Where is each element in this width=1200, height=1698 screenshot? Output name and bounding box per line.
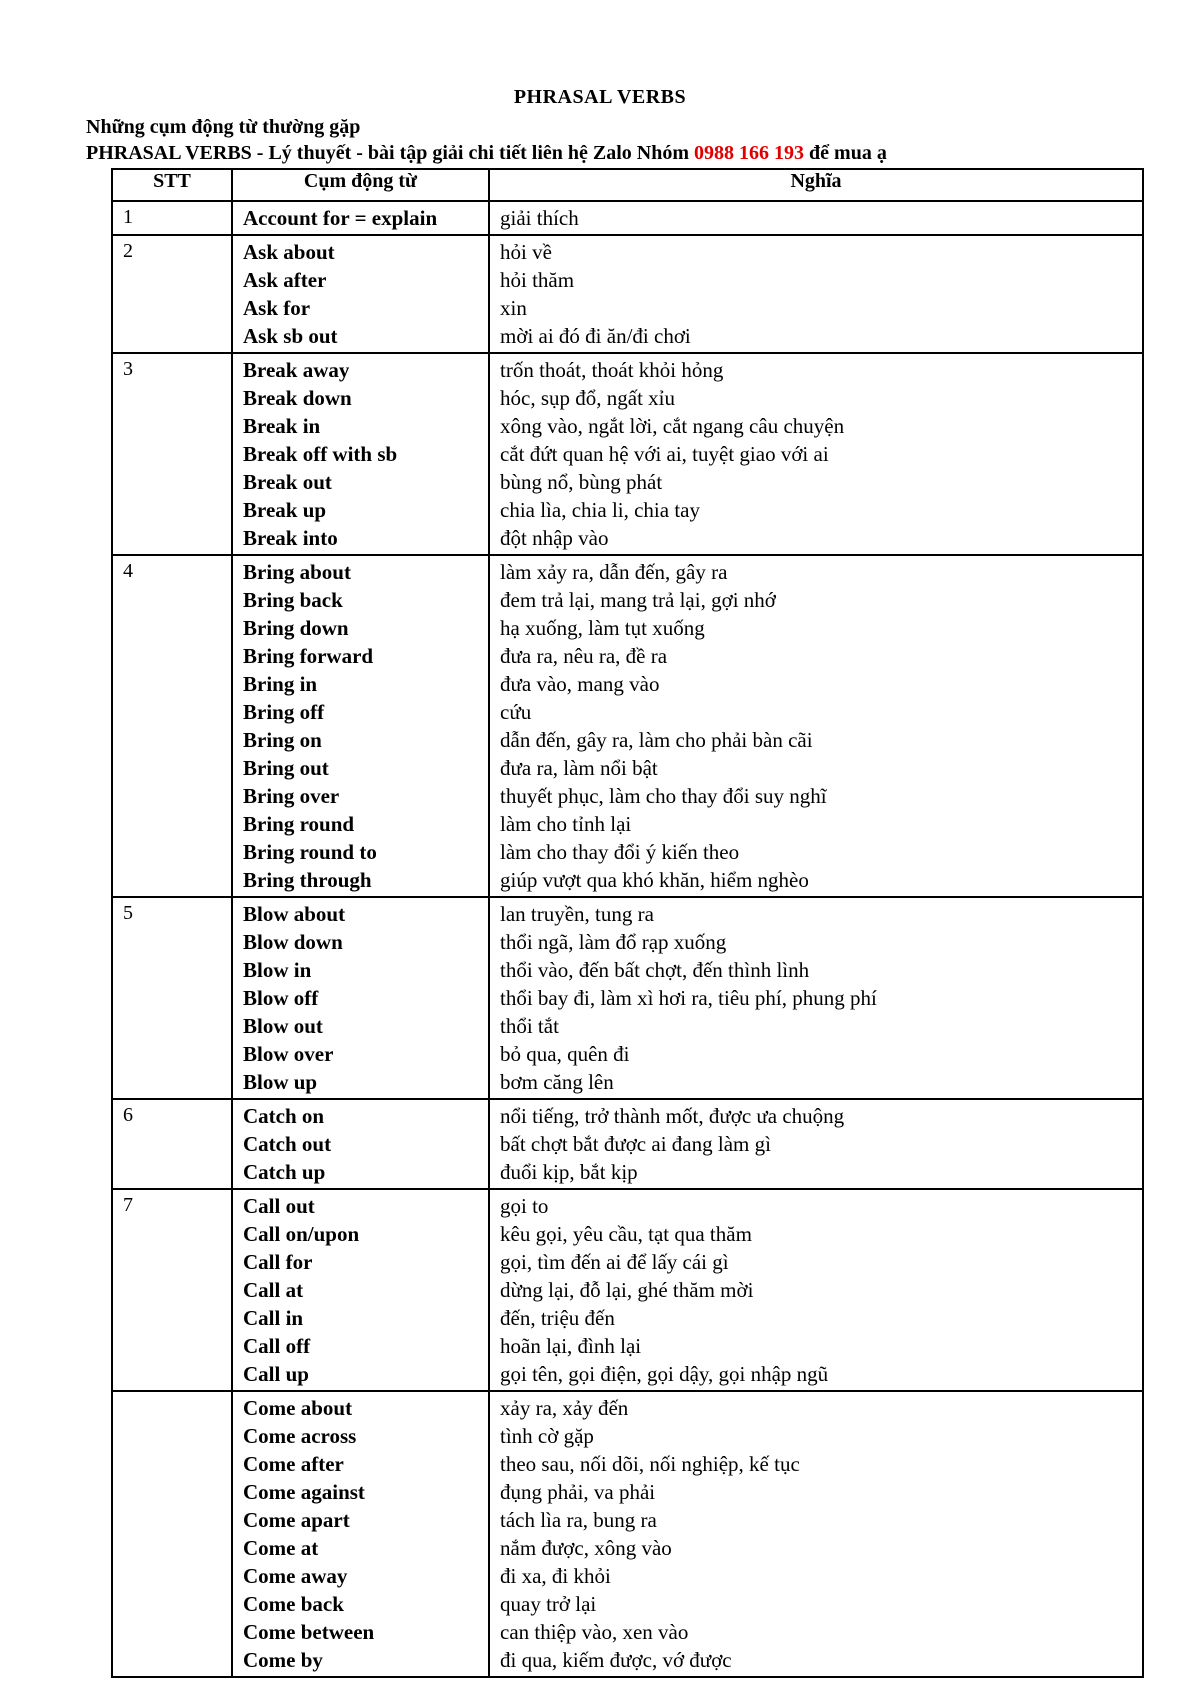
verb-meaning: thổi bay đi, làm xì hơi ra, tiêu phí, phung phí — [500, 986, 877, 1010]
verb-meaning: hoãn lại, đình lại — [500, 1334, 642, 1358]
meaning-cell — [489, 1189, 1143, 1391]
verb-meaning: chia lìa, chia li, chia tay — [500, 498, 700, 522]
verb-meaning: đưa ra, nêu ra, đề ra — [500, 644, 668, 668]
phrasal-verb: Come across — [243, 1424, 357, 1448]
phrasal-verb: Break out — [243, 470, 332, 494]
verb-meaning: làm xảy ra, dẫn đến, gây ra — [500, 560, 728, 584]
verb-meaning: xin — [500, 296, 527, 320]
phrasal-verb: Bring off — [243, 700, 325, 724]
verb-meaning: thuyết phục, làm cho thay đổi suy nghĩ — [500, 784, 827, 808]
phrasal-verb: Come back — [243, 1592, 344, 1616]
phrasal-verb: Come after — [243, 1452, 344, 1476]
verb-meaning: trốn thoát, thoát khỏi hỏng — [500, 358, 724, 382]
verb-meaning: hỏi về — [500, 240, 552, 264]
phrasal-verb: Call out — [243, 1194, 315, 1218]
verb-meaning: cắt đứt quan hệ với ai, tuyệt giao với ai — [500, 442, 829, 466]
verb-meaning: đuổi kịp, bắt kịp — [500, 1160, 638, 1184]
phrasal-verb: Blow out — [243, 1014, 323, 1038]
phrasal-verb: Bring on — [243, 728, 322, 752]
phrasal-verb: Bring back — [243, 588, 343, 612]
table-body — [112, 201, 1143, 1677]
table-row — [112, 201, 1143, 235]
table-row — [112, 897, 1143, 1099]
verb-meaning: mời ai đó đi ăn/đi chơi — [500, 324, 691, 348]
verb-meaning: giúp vượt qua khó khăn, hiểm nghèo — [500, 868, 809, 892]
phrasal-verb: Break away — [243, 358, 350, 382]
phrasal-verb: Blow down — [243, 930, 343, 954]
phrasal-verb: Ask after — [243, 268, 327, 292]
stt-cell: 1 — [112, 201, 232, 235]
table-row — [112, 235, 1143, 353]
table-row — [112, 555, 1143, 897]
phrasal-verb: Break in — [243, 414, 321, 438]
phrasal-verb: Come between — [243, 1620, 375, 1644]
meaning-cell — [489, 555, 1143, 897]
phrasal-verb: Blow over — [243, 1042, 334, 1066]
stt-cell: 6 — [112, 1099, 232, 1189]
phrasal-verb: Blow up — [243, 1070, 318, 1094]
stt-cell: 3 — [112, 353, 232, 555]
verb-meaning: hạ xuống, làm tụt xuống — [500, 616, 705, 640]
verb-meaning: dừng lại, đỗ lại, ghé thăm mời — [500, 1278, 754, 1302]
table-row — [112, 1391, 1143, 1677]
phrasal-verb: Come away — [243, 1564, 348, 1588]
table-row — [112, 1099, 1143, 1189]
phrasal-verb: Break off with sb — [243, 442, 398, 466]
phrasal-verb: Call off — [243, 1334, 311, 1358]
phrasal-verb: Call for — [243, 1250, 313, 1274]
verb-meaning: cứu — [500, 700, 532, 724]
verb-meaning: hóc, sụp đổ, ngất xỉu — [500, 386, 675, 410]
promo-text-after: để mua ạ — [804, 142, 887, 164]
verb-meaning: đi qua, kiếm được, vớ được — [500, 1648, 732, 1672]
phrasal-verb: Bring down — [243, 616, 349, 640]
verb-meaning: dẫn đến, gây ra, làm cho phải bàn cãi — [500, 728, 813, 752]
verb-meaning: đột nhập vào — [500, 526, 609, 550]
meaning-cell — [489, 1391, 1143, 1677]
subtitle: Những cụm động từ thường gặp — [86, 116, 361, 138]
verb-cell — [232, 1099, 489, 1189]
phrasal-verb: Catch up — [243, 1160, 326, 1184]
verb-cell — [232, 1189, 489, 1391]
header-stt: STT — [112, 169, 232, 201]
verb-meaning: xông vào, ngắt lời, cắt ngang câu chuyện — [500, 414, 845, 438]
verb-cell — [232, 555, 489, 897]
verb-meaning: lan truyền, tung ra — [500, 902, 654, 926]
verb-meaning: gọi tên, gọi điện, gọi dậy, gọi nhập ngũ — [500, 1362, 829, 1386]
page-title: PHRASAL VERBS — [513, 86, 687, 108]
phrasal-verb: Account for = explain — [243, 206, 438, 230]
table-row — [112, 1189, 1143, 1391]
phrasal-verb: Come about — [243, 1396, 353, 1420]
verb-meaning: đi xa, đi khỏi — [500, 1564, 611, 1588]
phrasal-verb: Ask for — [243, 296, 311, 320]
promo-line — [86, 142, 887, 165]
verb-meaning: làm cho thay đổi ý kiến theo — [500, 840, 740, 864]
phrasal-verb: Bring out — [243, 756, 329, 780]
phrasal-verb: Bring in — [243, 672, 318, 696]
phrasal-verb: Blow about — [243, 902, 346, 926]
phrasal-verb: Bring round — [243, 812, 355, 836]
phrasal-verb: Call on/upon — [243, 1222, 360, 1246]
phrasal-verb: Ask sb out — [243, 324, 338, 348]
table-row — [112, 353, 1143, 555]
verb-cell — [232, 897, 489, 1099]
verb-meaning: hỏi thăm — [500, 268, 575, 292]
table-header-row — [112, 169, 1143, 201]
verb-meaning: đến, triệu đến — [500, 1306, 615, 1330]
verb-meaning: bỏ qua, quên đi — [500, 1042, 630, 1066]
promo-text: PHRASAL VERBS - Lý thuyết - bài tập giải chi tiết liên hệ Zalo Nhóm — [86, 142, 695, 164]
verb-meaning: nắm được, xông vào — [500, 1536, 672, 1560]
verb-meaning: thổi vào, đến bất chợt, đến thình lình — [500, 958, 810, 982]
meaning-cell — [489, 235, 1143, 353]
stt-cell — [112, 1391, 232, 1677]
phrasal-verbs-table — [111, 168, 1144, 1678]
verb-meaning: can thiệp vào, xen vào — [500, 1620, 689, 1644]
phrasal-verb: Call in — [243, 1306, 304, 1330]
verb-meaning: gọi, tìm đến ai để lấy cái gì — [500, 1250, 729, 1274]
phrasal-verb: Break up — [243, 498, 327, 522]
verb-meaning: bất chợt bắt được ai đang làm gì — [500, 1132, 771, 1156]
verb-meaning: làm cho tỉnh lại — [500, 812, 632, 836]
verb-meaning: thổi tắt — [500, 1014, 559, 1038]
meaning-cell — [489, 897, 1143, 1099]
header-meaning: Nghĩa — [489, 169, 1143, 201]
verb-meaning: đưa ra, làm nổi bật — [500, 756, 658, 780]
phrasal-verb: Blow off — [243, 986, 319, 1010]
verb-meaning: tách lìa ra, bung ra — [500, 1508, 657, 1532]
verb-meaning: thổi ngã, làm đổ rạp xuống — [500, 930, 727, 954]
phrasal-verb: Call up — [243, 1362, 309, 1386]
verb-meaning: tình cờ gặp — [500, 1424, 594, 1448]
phrasal-verb: Call at — [243, 1278, 304, 1302]
verb-cell — [232, 201, 489, 235]
phrasal-verb: Catch out — [243, 1132, 332, 1156]
verb-meaning: đưa vào, mang vào — [500, 672, 660, 696]
verb-cell — [232, 235, 489, 353]
verb-meaning: đem trả lại, mang trả lại, gợi nhớ — [500, 588, 776, 612]
verb-meaning: đụng phải, va phải — [500, 1480, 656, 1504]
phrasal-verb: Break into — [243, 526, 338, 550]
meaning-cell — [489, 1099, 1143, 1189]
phrasal-verb: Come apart — [243, 1508, 350, 1532]
phrasal-verb: Catch on — [243, 1104, 325, 1128]
verb-meaning: gọi to — [500, 1194, 549, 1218]
stt-cell: 7 — [112, 1189, 232, 1391]
verb-meaning: kêu gọi, yêu cầu, tạt qua thăm — [500, 1222, 752, 1246]
stt-cell: 5 — [112, 897, 232, 1099]
phrasal-verb: Bring over — [243, 784, 340, 808]
verb-meaning: giải thích — [500, 206, 579, 230]
meaning-cell — [489, 353, 1143, 555]
header-verb: Cụm động từ — [232, 169, 489, 201]
phrasal-verb: Come by — [243, 1648, 323, 1672]
stt-cell: 4 — [112, 555, 232, 897]
verb-cell — [232, 1391, 489, 1677]
verb-cell — [232, 353, 489, 555]
promo-phone: 0988 166 193 — [694, 142, 805, 164]
phrasal-verb: Bring through — [243, 868, 372, 892]
phrasal-verb: Come against — [243, 1480, 365, 1504]
verb-meaning: theo sau, nối dõi, nối nghiệp, kế tục — [500, 1452, 800, 1476]
phrasal-verb: Bring forward — [243, 644, 374, 668]
verb-meaning: nổi tiếng, trở thành mốt, được ưa chuộng — [500, 1104, 845, 1128]
meaning-cell — [489, 201, 1143, 235]
stt-cell: 2 — [112, 235, 232, 353]
verb-meaning: bơm căng lên — [500, 1070, 614, 1094]
phrasal-verb: Break down — [243, 386, 352, 410]
phrasal-verb: Bring about — [243, 560, 351, 584]
verb-meaning: quay trở lại — [500, 1592, 597, 1616]
verb-meaning: bùng nổ, bùng phát — [500, 470, 663, 494]
phrasal-verb: Blow in — [243, 958, 312, 982]
verb-meaning: xảy ra, xảy đến — [500, 1396, 629, 1420]
phrasal-verb: Bring round to — [243, 840, 377, 864]
phrasal-verb: Ask about — [243, 240, 335, 264]
phrasal-verb: Come at — [243, 1536, 319, 1560]
